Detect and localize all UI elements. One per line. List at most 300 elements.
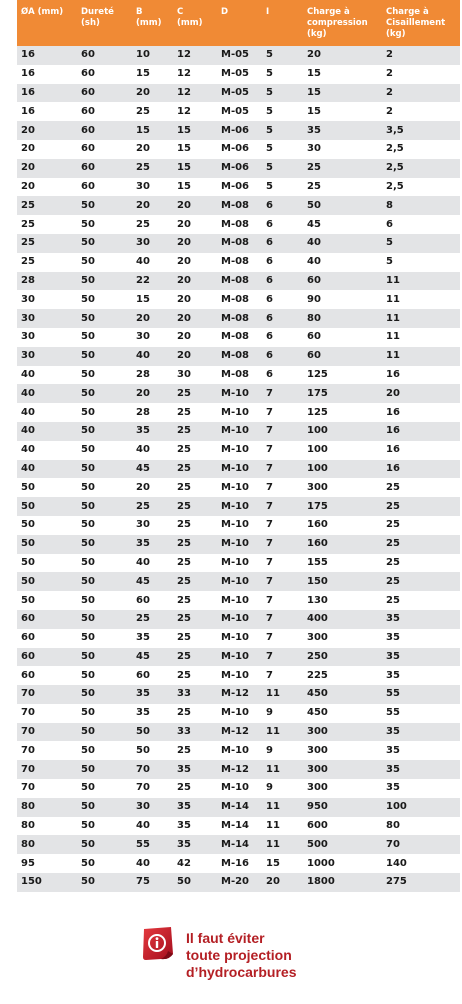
- cell-shear-load: 2: [386, 49, 393, 61]
- cell-compression-load: 600: [307, 820, 328, 832]
- cell-c: 25: [177, 669, 191, 681]
- cell-compression-load: 155: [307, 556, 328, 568]
- cell-diameter-a: 40: [21, 406, 35, 418]
- cell-shear-load: 35: [386, 632, 400, 644]
- cell-diameter-a: 20: [21, 143, 35, 155]
- cell-b: 10: [136, 49, 150, 61]
- cell-i: 6: [266, 312, 273, 324]
- table-row: [17, 196, 460, 215]
- cell-d: M-12: [221, 726, 250, 738]
- cell-compression-load: 400: [307, 613, 328, 625]
- cell-shear-load: 11: [386, 331, 400, 343]
- cell-b: 30: [136, 331, 150, 343]
- cell-i: 7: [266, 594, 273, 606]
- cell-c: 20: [177, 350, 191, 362]
- cell-hardness: 50: [81, 519, 95, 531]
- cell-b: 25: [136, 613, 150, 625]
- table-row: [17, 478, 460, 497]
- cell-d: M-08: [221, 293, 250, 305]
- cell-shear-load: 8: [386, 199, 393, 211]
- cell-b: 60: [136, 669, 150, 681]
- cell-hardness: 60: [81, 124, 95, 136]
- cell-compression-load: 100: [307, 462, 328, 474]
- cell-d: M-08: [221, 312, 250, 324]
- cell-diameter-a: 70: [21, 707, 35, 719]
- cell-shear-load: 25: [386, 500, 400, 512]
- cell-hardness: 50: [81, 857, 95, 869]
- cell-hardness: 50: [81, 256, 95, 268]
- cell-c: 50: [177, 876, 191, 888]
- cell-shear-load: 70: [386, 838, 400, 850]
- table-row: [17, 65, 460, 84]
- cell-shear-load: 5: [386, 237, 393, 249]
- cell-b: 45: [136, 650, 150, 662]
- cell-shear-load: 25: [386, 575, 400, 587]
- cell-compression-load: 160: [307, 519, 328, 531]
- cell-i: 6: [266, 331, 273, 343]
- cell-diameter-a: 40: [21, 425, 35, 437]
- cell-b: 20: [136, 143, 150, 155]
- cell-i: 5: [266, 105, 273, 117]
- cell-compression-load: 300: [307, 763, 328, 775]
- cell-compression-load: 100: [307, 425, 328, 437]
- header-compression-load: Charge à compression (kg): [307, 7, 368, 39]
- cell-d: M-06: [221, 143, 250, 155]
- cell-c: 15: [177, 180, 191, 192]
- cell-hardness: 60: [81, 105, 95, 117]
- cell-d: M-16: [221, 857, 250, 869]
- table-row: [17, 46, 460, 65]
- cell-i: 5: [266, 49, 273, 61]
- cell-diameter-a: 80: [21, 820, 35, 832]
- warning-line-3: d’hydrocarbures: [186, 964, 297, 980]
- cell-compression-load: 450: [307, 688, 328, 700]
- cell-compression-load: 160: [307, 538, 328, 550]
- cell-i: 5: [266, 124, 273, 136]
- table-row: [17, 290, 460, 309]
- cell-hardness: 50: [81, 237, 95, 249]
- cell-c: 25: [177, 613, 191, 625]
- header-i: I: [266, 7, 270, 17]
- cell-c: 25: [177, 650, 191, 662]
- cell-i: 7: [266, 613, 273, 625]
- cell-diameter-a: 70: [21, 763, 35, 775]
- cell-i: 7: [266, 425, 273, 437]
- cell-d: M-10: [221, 406, 250, 418]
- cell-c: 25: [177, 462, 191, 474]
- cell-i: 7: [266, 481, 273, 493]
- cell-compression-load: 150: [307, 575, 328, 587]
- cell-b: 40: [136, 857, 150, 869]
- warning-text: [186, 930, 361, 981]
- cell-b: 25: [136, 218, 150, 230]
- table-row: [17, 403, 460, 422]
- cell-compression-load: 60: [307, 331, 321, 343]
- table-row: [17, 629, 460, 648]
- cell-d: M-10: [221, 707, 250, 719]
- info-warning-icon: [141, 926, 175, 962]
- cell-i: 6: [266, 199, 273, 211]
- cell-hardness: 50: [81, 613, 95, 625]
- cell-diameter-a: 16: [21, 105, 35, 117]
- cell-b: 15: [136, 68, 150, 80]
- cell-b: 40: [136, 556, 150, 568]
- cell-d: M-08: [221, 199, 250, 211]
- table-row: [17, 347, 460, 366]
- cell-compression-load: 30: [307, 143, 321, 155]
- table-row: [17, 666, 460, 685]
- cell-b: 28: [136, 406, 150, 418]
- cell-c: 20: [177, 312, 191, 324]
- cell-diameter-a: 28: [21, 274, 35, 286]
- table-row: [17, 835, 460, 854]
- cell-b: 15: [136, 293, 150, 305]
- cell-compression-load: 20: [307, 49, 321, 61]
- cell-shear-load: 25: [386, 481, 400, 493]
- table-row: [17, 572, 460, 591]
- header-hardness: Dureté (sh): [81, 7, 114, 28]
- cell-b: 35: [136, 707, 150, 719]
- cell-c: 12: [177, 68, 191, 80]
- cell-i: 11: [266, 688, 280, 700]
- cell-diameter-a: 16: [21, 86, 35, 98]
- cell-b: 15: [136, 124, 150, 136]
- cell-diameter-a: 50: [21, 500, 35, 512]
- cell-b: 35: [136, 632, 150, 644]
- cell-hardness: 50: [81, 538, 95, 550]
- cell-b: 35: [136, 688, 150, 700]
- cell-b: 30: [136, 519, 150, 531]
- cell-diameter-a: 50: [21, 481, 35, 493]
- cell-compression-load: 1000: [307, 857, 335, 869]
- table-row: [17, 685, 460, 704]
- header-d: D: [221, 7, 229, 17]
- cell-diameter-a: 40: [21, 368, 35, 380]
- table-body: [17, 46, 460, 892]
- cell-d: M-12: [221, 763, 250, 775]
- cell-shear-load: 11: [386, 293, 400, 305]
- cell-diameter-a: 70: [21, 688, 35, 700]
- table-row: [17, 84, 460, 103]
- cell-compression-load: 40: [307, 256, 321, 268]
- cell-shear-load: 35: [386, 613, 400, 625]
- cell-shear-load: 55: [386, 707, 400, 719]
- cell-diameter-a: 70: [21, 744, 35, 756]
- cell-shear-load: 25: [386, 519, 400, 531]
- cell-i: 11: [266, 763, 280, 775]
- cell-i: 6: [266, 293, 273, 305]
- cell-d: M-08: [221, 218, 250, 230]
- cell-d: M-14: [221, 838, 250, 850]
- cell-compression-load: 450: [307, 707, 328, 719]
- cell-diameter-a: 30: [21, 293, 35, 305]
- cell-b: 20: [136, 312, 150, 324]
- cell-compression-load: 300: [307, 632, 328, 644]
- cell-d: M-05: [221, 68, 250, 80]
- cell-compression-load: 125: [307, 406, 328, 418]
- cell-shear-load: 275: [386, 876, 407, 888]
- cell-hardness: 50: [81, 274, 95, 286]
- cell-diameter-a: 150: [21, 876, 42, 888]
- cell-i: 7: [266, 387, 273, 399]
- cell-d: M-10: [221, 575, 250, 587]
- table-row: [17, 234, 460, 253]
- cell-d: M-08: [221, 237, 250, 249]
- cell-diameter-a: 40: [21, 387, 35, 399]
- table-row: [17, 610, 460, 629]
- cell-diameter-a: 25: [21, 237, 35, 249]
- cell-i: 7: [266, 632, 273, 644]
- cell-compression-load: 500: [307, 838, 328, 850]
- cell-shear-load: 16: [386, 444, 400, 456]
- cell-c: 25: [177, 519, 191, 531]
- spec-table: [17, 0, 460, 892]
- cell-i: 9: [266, 744, 273, 756]
- cell-d: M-10: [221, 782, 250, 794]
- cell-d: M-20: [221, 876, 250, 888]
- cell-shear-load: 2,5: [386, 143, 404, 155]
- cell-c: 20: [177, 256, 191, 268]
- cell-shear-load: 25: [386, 556, 400, 568]
- cell-c: 25: [177, 707, 191, 719]
- cell-diameter-a: 16: [21, 68, 35, 80]
- cell-hardness: 50: [81, 838, 95, 850]
- table-row: [17, 798, 460, 817]
- cell-shear-load: 16: [386, 368, 400, 380]
- cell-b: 50: [136, 726, 150, 738]
- cell-c: 25: [177, 575, 191, 587]
- cell-hardness: 60: [81, 143, 95, 155]
- cell-shear-load: 2: [386, 105, 393, 117]
- table-header: [17, 0, 460, 46]
- cell-diameter-a: 25: [21, 256, 35, 268]
- cell-b: 40: [136, 444, 150, 456]
- cell-i: 11: [266, 838, 280, 850]
- cell-i: 5: [266, 143, 273, 155]
- table-row: [17, 121, 460, 140]
- cell-shear-load: 35: [386, 782, 400, 794]
- cell-c: 25: [177, 556, 191, 568]
- table-row: [17, 159, 460, 178]
- table-row: [17, 817, 460, 836]
- cell-c: 25: [177, 387, 191, 399]
- cell-diameter-a: 50: [21, 538, 35, 550]
- table-row: [17, 854, 460, 873]
- cell-shear-load: 25: [386, 594, 400, 606]
- cell-compression-load: 1800: [307, 876, 335, 888]
- cell-d: M-12: [221, 688, 250, 700]
- cell-hardness: 60: [81, 68, 95, 80]
- warning-notice: [135, 924, 365, 984]
- cell-hardness: 50: [81, 368, 95, 380]
- table-row: [17, 760, 460, 779]
- cell-b: 50: [136, 744, 150, 756]
- cell-i: 6: [266, 237, 273, 249]
- cell-diameter-a: 30: [21, 312, 35, 324]
- cell-diameter-a: 40: [21, 462, 35, 474]
- cell-d: M-10: [221, 425, 250, 437]
- cell-hardness: 50: [81, 481, 95, 493]
- cell-shear-load: 80: [386, 820, 400, 832]
- cell-shear-load: 2: [386, 86, 393, 98]
- spec-table-container: [17, 0, 460, 892]
- cell-d: M-14: [221, 801, 250, 813]
- cell-d: M-10: [221, 632, 250, 644]
- cell-b: 35: [136, 538, 150, 550]
- header-row: [17, 0, 460, 46]
- cell-diameter-a: 50: [21, 519, 35, 531]
- cell-i: 15: [266, 857, 280, 869]
- table-row: [17, 178, 460, 197]
- cell-c: 35: [177, 820, 191, 832]
- cell-d: M-08: [221, 368, 250, 380]
- cell-d: M-10: [221, 481, 250, 493]
- cell-d: M-10: [221, 556, 250, 568]
- cell-compression-load: 40: [307, 237, 321, 249]
- cell-i: 5: [266, 68, 273, 80]
- cell-b: 60: [136, 594, 150, 606]
- cell-diameter-a: 30: [21, 331, 35, 343]
- cell-d: M-10: [221, 462, 250, 474]
- cell-diameter-a: 20: [21, 162, 35, 174]
- table-row: [17, 516, 460, 535]
- cell-d: M-05: [221, 49, 250, 61]
- cell-d: M-05: [221, 105, 250, 117]
- warning-line-2: toute projection: [186, 947, 292, 963]
- cell-shear-load: 6: [386, 218, 393, 230]
- cell-i: 6: [266, 350, 273, 362]
- cell-i: 7: [266, 669, 273, 681]
- cell-i: 9: [266, 782, 273, 794]
- cell-hardness: 50: [81, 425, 95, 437]
- cell-shear-load: 35: [386, 744, 400, 756]
- cell-hardness: 50: [81, 312, 95, 324]
- cell-shear-load: 55: [386, 688, 400, 700]
- cell-b: 22: [136, 274, 150, 286]
- table-row: [17, 140, 460, 159]
- cell-b: 28: [136, 368, 150, 380]
- cell-i: 7: [266, 538, 273, 550]
- cell-diameter-a: 80: [21, 801, 35, 813]
- cell-compression-load: 300: [307, 481, 328, 493]
- cell-c: 35: [177, 801, 191, 813]
- cell-i: 7: [266, 444, 273, 456]
- cell-shear-load: 16: [386, 425, 400, 437]
- cell-b: 45: [136, 575, 150, 587]
- cell-c: 12: [177, 105, 191, 117]
- table-row: [17, 535, 460, 554]
- cell-b: 25: [136, 105, 150, 117]
- header-diameter-a: ØA (mm): [21, 7, 64, 17]
- cell-d: M-10: [221, 500, 250, 512]
- cell-diameter-a: 30: [21, 350, 35, 362]
- cell-hardness: 50: [81, 293, 95, 305]
- cell-c: 25: [177, 481, 191, 493]
- table-row: [17, 384, 460, 403]
- cell-b: 30: [136, 180, 150, 192]
- cell-shear-load: 11: [386, 312, 400, 324]
- header-b: B (mm): [136, 7, 162, 28]
- cell-d: M-10: [221, 519, 250, 531]
- cell-diameter-a: 40: [21, 444, 35, 456]
- cell-compression-load: 15: [307, 105, 321, 117]
- cell-c: 33: [177, 688, 191, 700]
- cell-compression-load: 950: [307, 801, 328, 813]
- cell-hardness: 50: [81, 556, 95, 568]
- cell-shear-load: 2: [386, 68, 393, 80]
- cell-c: 42: [177, 857, 191, 869]
- cell-compression-load: 50: [307, 199, 321, 211]
- table-row: [17, 102, 460, 121]
- cell-d: M-10: [221, 613, 250, 625]
- cell-b: 55: [136, 838, 150, 850]
- cell-d: M-10: [221, 387, 250, 399]
- cell-d: M-10: [221, 538, 250, 550]
- header-shear-load: Charge à Cisaillement (kg): [386, 7, 446, 39]
- warning-line-1: Il faut éviter: [186, 930, 265, 946]
- table-row: [17, 497, 460, 516]
- cell-i: 5: [266, 162, 273, 174]
- cell-hardness: 60: [81, 49, 95, 61]
- cell-hardness: 50: [81, 650, 95, 662]
- table-row: [17, 723, 460, 742]
- cell-hardness: 50: [81, 820, 95, 832]
- cell-shear-load: 25: [386, 538, 400, 550]
- cell-b: 75: [136, 876, 150, 888]
- cell-c: 25: [177, 538, 191, 550]
- cell-d: M-10: [221, 444, 250, 456]
- table-row: [17, 779, 460, 798]
- table-row: [17, 648, 460, 667]
- cell-c: 15: [177, 124, 191, 136]
- cell-b: 35: [136, 425, 150, 437]
- cell-b: 70: [136, 763, 150, 775]
- cell-hardness: 60: [81, 162, 95, 174]
- cell-compression-load: 225: [307, 669, 328, 681]
- table-row: [17, 215, 460, 234]
- cell-d: M-08: [221, 331, 250, 343]
- cell-i: 7: [266, 650, 273, 662]
- table-row: [17, 741, 460, 760]
- header-c: C (mm): [177, 7, 203, 28]
- cell-compression-load: 250: [307, 650, 328, 662]
- cell-c: 20: [177, 218, 191, 230]
- cell-diameter-a: 25: [21, 218, 35, 230]
- cell-compression-load: 80: [307, 312, 321, 324]
- cell-hardness: 50: [81, 707, 95, 719]
- cell-hardness: 60: [81, 180, 95, 192]
- cell-b: 70: [136, 782, 150, 794]
- cell-hardness: 50: [81, 744, 95, 756]
- cell-d: M-10: [221, 669, 250, 681]
- cell-i: 5: [266, 86, 273, 98]
- cell-hardness: 50: [81, 462, 95, 474]
- cell-diameter-a: 50: [21, 594, 35, 606]
- cell-i: 7: [266, 462, 273, 474]
- cell-c: 25: [177, 594, 191, 606]
- cell-shear-load: 100: [386, 801, 407, 813]
- cell-d: M-10: [221, 744, 250, 756]
- cell-diameter-a: 60: [21, 669, 35, 681]
- cell-compression-load: 125: [307, 368, 328, 380]
- cell-c: 12: [177, 49, 191, 61]
- cell-shear-load: 16: [386, 406, 400, 418]
- cell-hardness: 50: [81, 876, 95, 888]
- cell-compression-load: 175: [307, 387, 328, 399]
- cell-compression-load: 60: [307, 350, 321, 362]
- cell-compression-load: 15: [307, 68, 321, 80]
- cell-shear-load: 2,5: [386, 180, 404, 192]
